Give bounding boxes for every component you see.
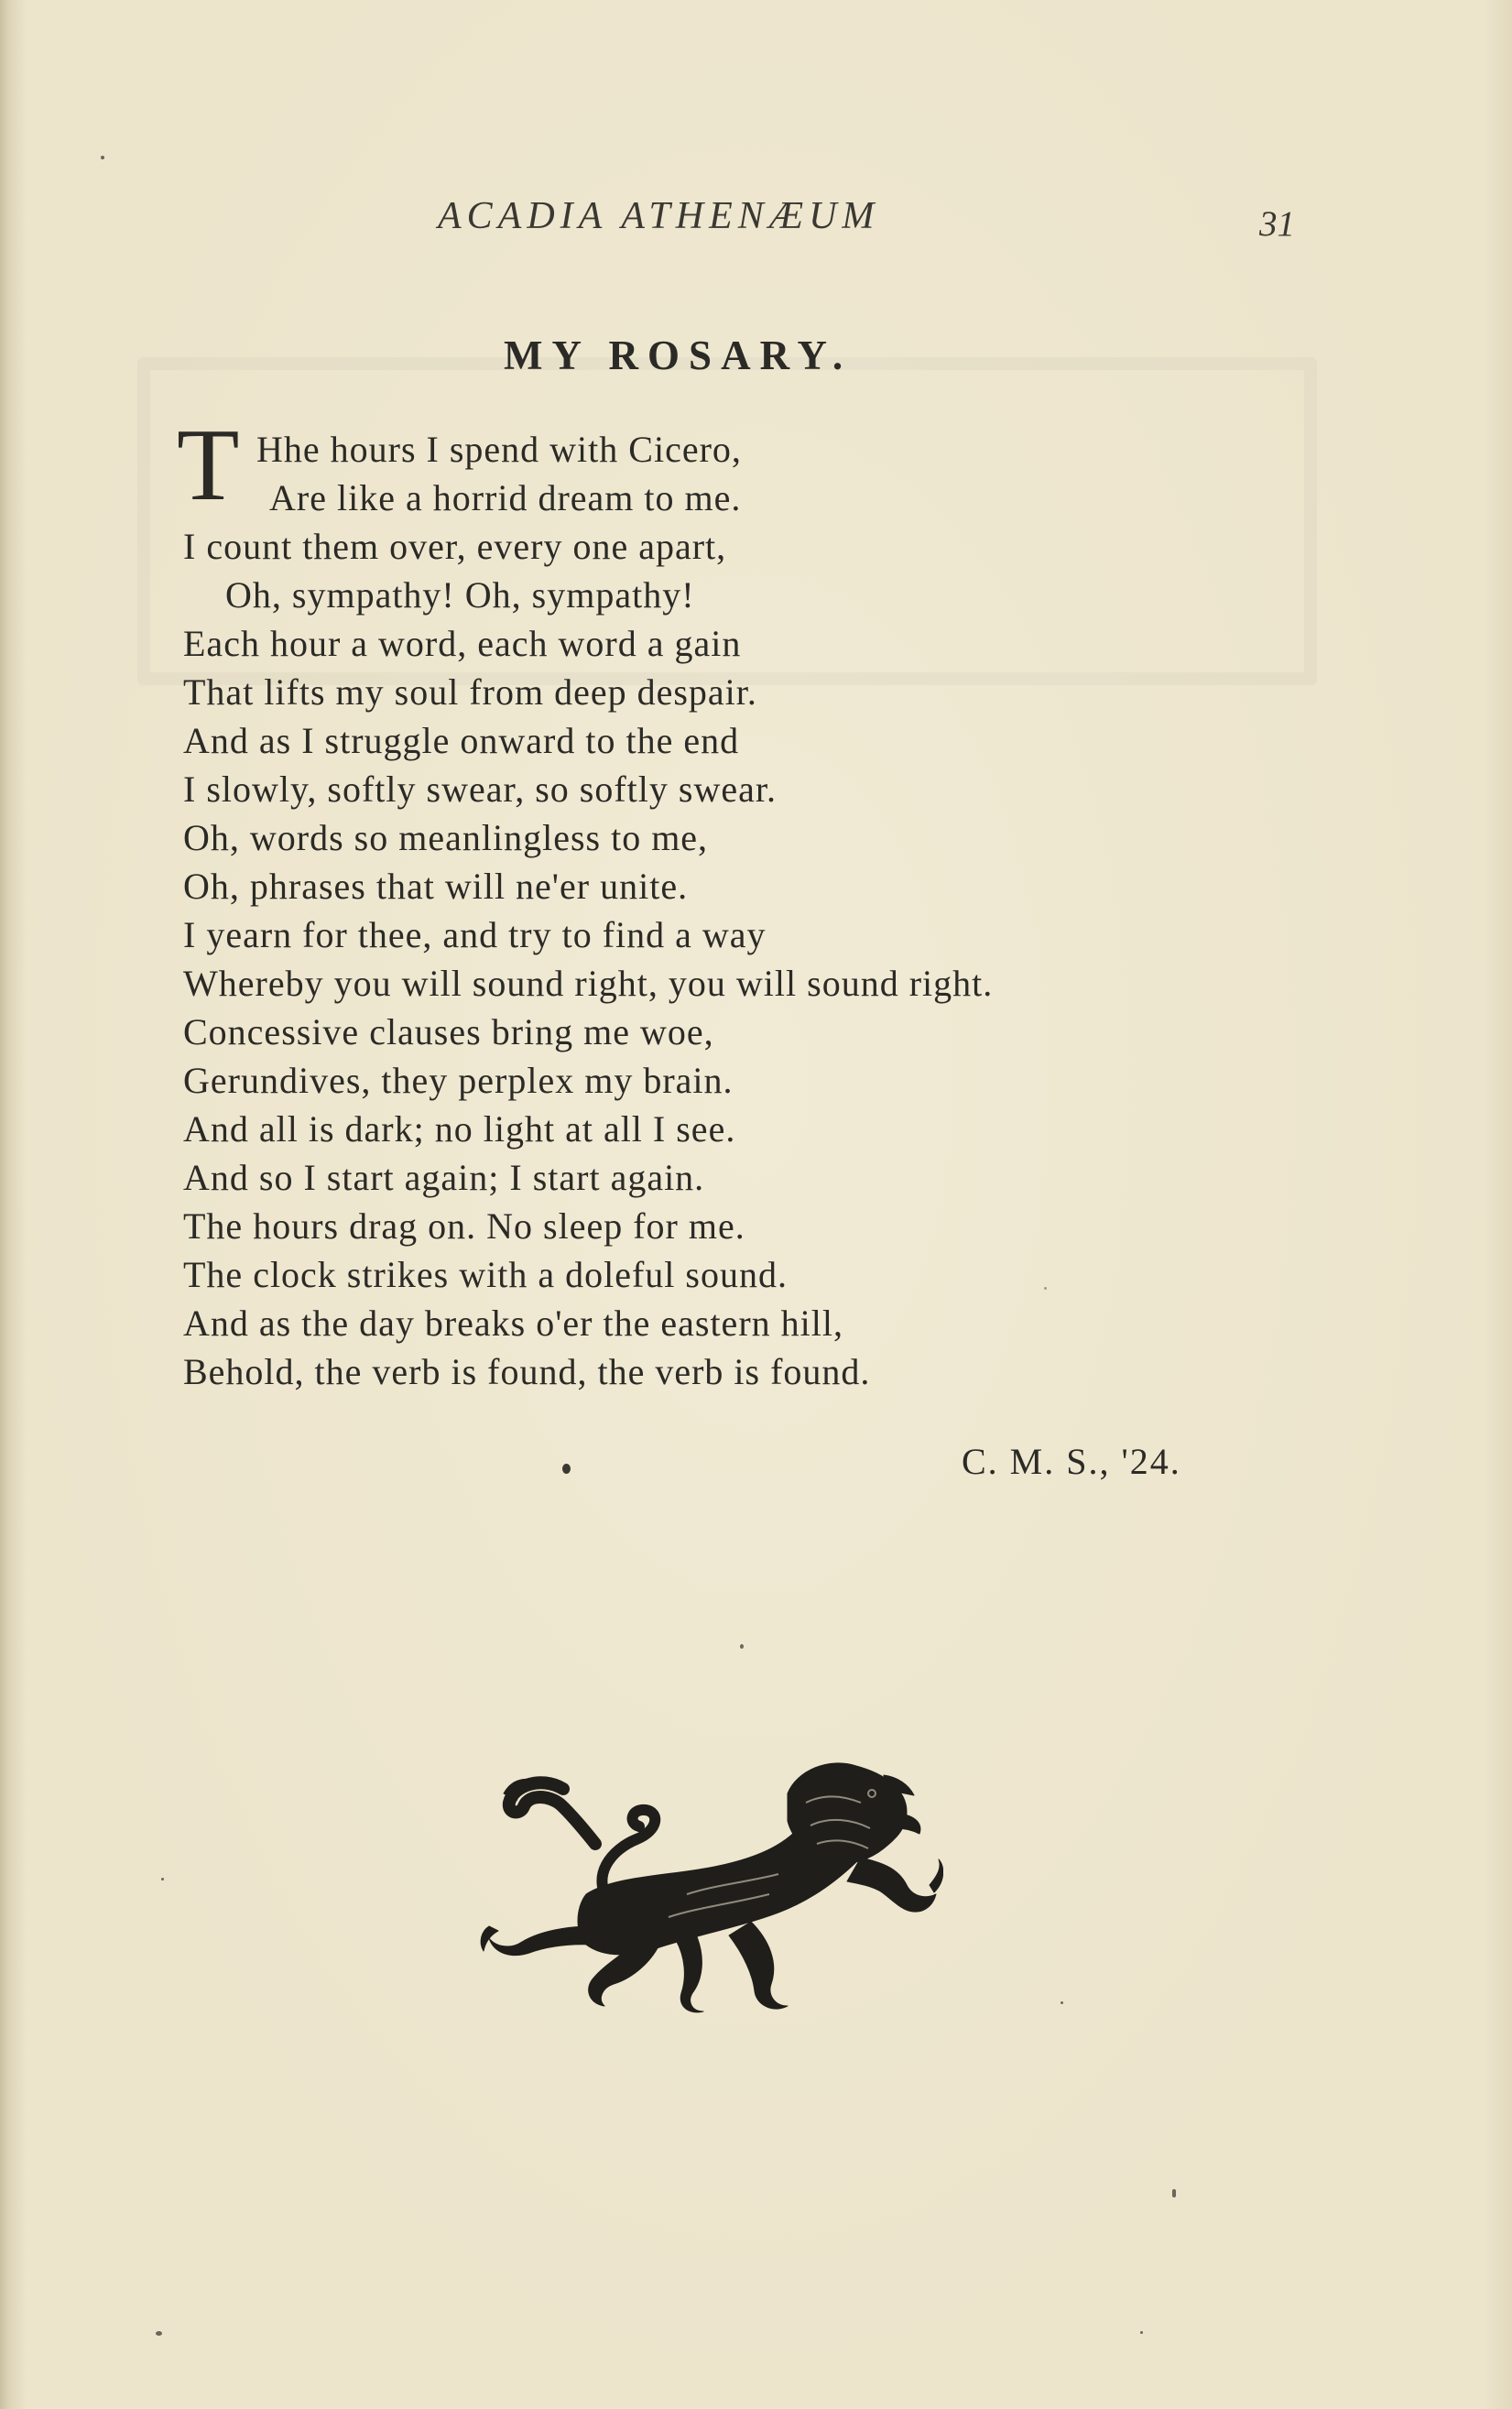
poem-line: Gerundives, they perplex my brain. [183,1060,734,1101]
poem-line: Oh, sympathy! Oh, sympathy! [225,574,695,616]
poem-line: Oh, words so meanlingless to me, [183,817,709,858]
author-signature: C. M. S., '24. [962,1441,1181,1482]
poem-line: Concessive clauses bring me woe, [183,1011,714,1052]
drop-cap: T [177,409,240,522]
paper-speck [1061,2001,1063,2004]
poem-line: Behold, the verb is found, the verb is found. [183,1351,871,1392]
poem-line: I slowly, softly swear, so softly swear. [183,768,777,810]
paper-speck [161,1878,164,1880]
poem-line: And all is dark; no light at all I see. [183,1108,736,1150]
poem-line: And as the day breaks o'er the eastern hill, [183,1303,843,1344]
poem-line: Oh, phrases that will ne'er unite. [183,866,689,907]
poem-line: Are like a horrid dream to me. [269,477,742,518]
poem-line: Hhe hours I spend with Cicero, [256,429,742,470]
poem-title: MY ROSARY. [504,332,853,378]
poem-line: I yearn for thee, and try to find a way [183,914,767,955]
paper-speck [1172,2189,1176,2197]
paper-speck [1140,2331,1143,2334]
page-number: 31 [1259,204,1295,244]
poem-line: That lifts my soul from deep despair. [183,671,757,713]
paper-speck [740,1644,744,1649]
poem-line: The clock strikes with a doleful sound. [183,1254,788,1295]
running-head: ACADIA ATHENÆUM [438,195,880,237]
heraldic-lion-icon [476,1739,943,2013]
poem-line: I count them over, every one apart, [183,526,727,567]
poem-line: Each hour a word, each word a gain [183,623,742,664]
poem-line: And as I struggle onward to the end [183,720,740,761]
poem-line: And so I start again; I start again. [183,1157,705,1198]
paper-speck [1044,1287,1047,1290]
poem-line: Whereby you will sound right, you will sound right. [183,963,994,1004]
stray-mark [562,1464,571,1474]
paper-speck [101,156,104,159]
poem-line: The hours drag on. No sleep for me. [183,1205,745,1247]
paper-speck [156,2331,162,2336]
